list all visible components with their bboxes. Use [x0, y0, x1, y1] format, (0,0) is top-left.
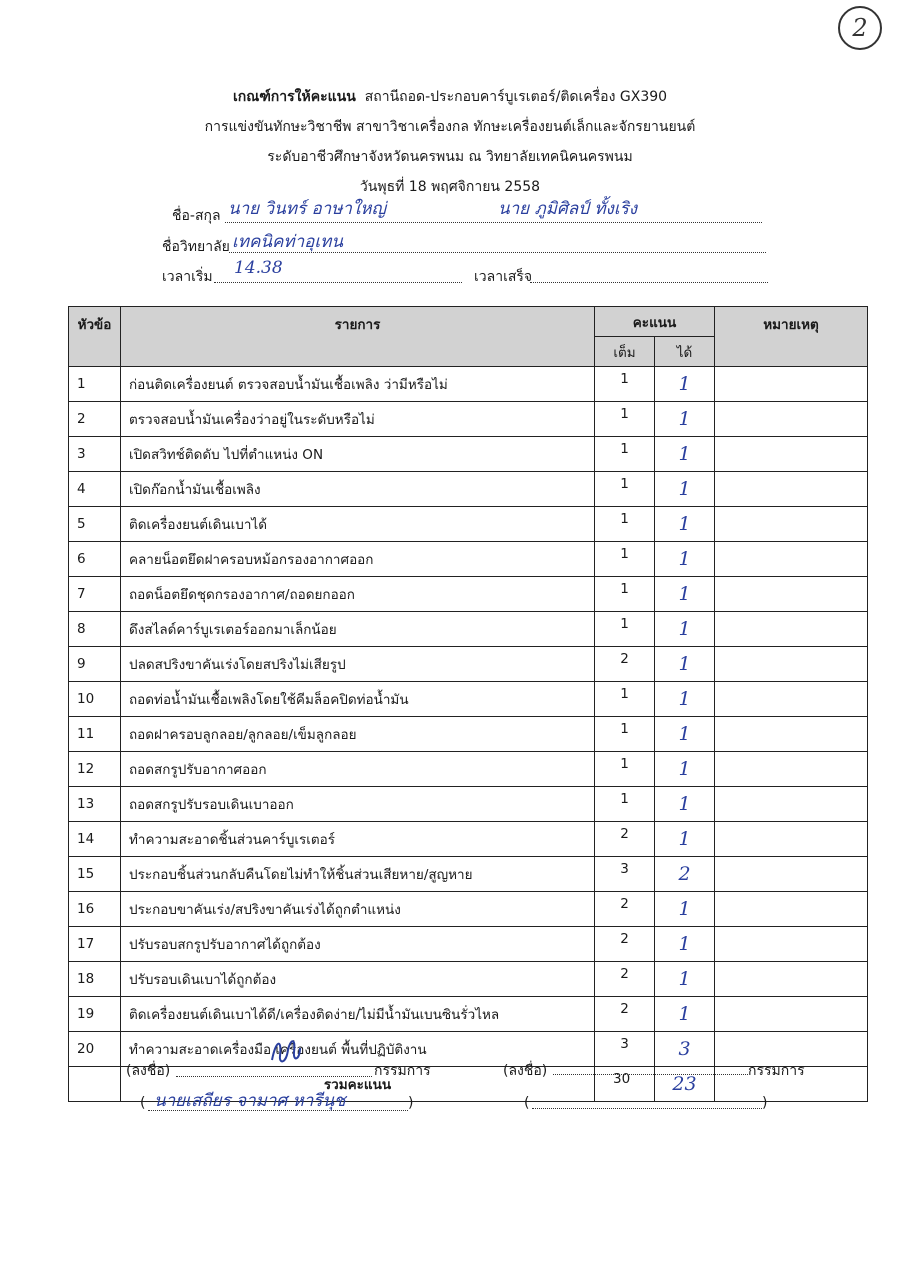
row-got-cell — [655, 752, 715, 787]
row-number: 2 — [69, 402, 121, 437]
total-full: 30 — [595, 1067, 655, 1102]
table-row — [69, 927, 868, 962]
right-sign-label: (ลงชื่อ) — [503, 1063, 548, 1079]
row-item: ดึงสไลด์คาร์บูเรเตอร์ออกมาเล็กน้อย — [121, 612, 595, 647]
page-number: 2 — [838, 6, 882, 50]
header-title-bold: เกณฑ์การให้คะแนน — [232, 89, 356, 105]
row-got-score: 1 — [678, 793, 691, 815]
row-got-score: 1 — [678, 478, 691, 500]
header-note: หมายเหตุ — [715, 307, 868, 367]
end-time-dotted-line — [530, 282, 768, 283]
row-item: ถอดสกรูปรับอากาศออก — [121, 752, 595, 787]
header-title-rest: สถานีถอด-ประกอบคาร์บูเรเตอร์/ติดเครื่อง GX390 — [364, 89, 668, 105]
row-got-score: 1 — [678, 723, 691, 745]
row-got-score: 1 — [678, 758, 691, 780]
row-got-cell — [655, 612, 715, 647]
row-note — [715, 472, 868, 507]
left-sign-label: (ลงชื่อ) — [126, 1063, 171, 1079]
right-role: กรรมการ — [748, 1063, 805, 1079]
row-item: คลายน็อตยึดฝาครอบหม้อกรองอากาศออก — [121, 542, 595, 577]
right-name-dotted-line — [532, 1108, 762, 1109]
row-got-cell — [655, 577, 715, 612]
name-value-2: นาย ภูมิศิลป์ ทั้งเริง — [498, 199, 638, 219]
row-note — [715, 367, 868, 402]
name-dotted-line — [225, 222, 762, 223]
name-label: ชื่อ-สกุล — [172, 208, 221, 224]
row-item: ประกอบขาคันเร่ง/สปริงขาคันเร่งได้ถูกตำแหน่ง — [121, 892, 595, 927]
table-row — [69, 542, 868, 577]
row-got-cell — [655, 892, 715, 927]
row-note — [715, 892, 868, 927]
row-got-score: 1 — [678, 618, 691, 640]
row-note — [715, 997, 868, 1032]
row-full-score: 3 — [595, 857, 655, 892]
left-open-paren: ( — [140, 1095, 146, 1111]
row-note — [715, 682, 868, 717]
row-got-cell — [655, 647, 715, 682]
header-score: คะแนน — [595, 307, 715, 337]
end-time-label: เวลาเสร็จ — [474, 269, 533, 285]
row-full-score: 2 — [595, 822, 655, 857]
row-got-cell — [655, 1032, 715, 1067]
row-number: 8 — [69, 612, 121, 647]
row-item: ปลดสปริงขาคันเร่งโดยสปริงไม่เสียรูป — [121, 647, 595, 682]
row-got-cell — [655, 402, 715, 437]
row-full-score: 1 — [595, 437, 655, 472]
row-number: 10 — [69, 682, 121, 717]
college-label: ชื่อวิทยาลัย — [162, 239, 230, 255]
row-note — [715, 402, 868, 437]
row-full-score: 2 — [595, 962, 655, 997]
header-no: หัวข้อ — [69, 307, 121, 367]
left-signature-image — [266, 1030, 306, 1079]
row-note — [715, 717, 868, 752]
row-got-cell — [655, 962, 715, 997]
row-full-score: 1 — [595, 577, 655, 612]
row-item: ปรับรอบเดินเบาได้ถูกต้อง — [121, 962, 595, 997]
row-got-score: 3 — [678, 1038, 691, 1060]
row-got-score: 1 — [678, 933, 691, 955]
row-item: ถอดสกรูปรับรอบเดินเบาออก — [121, 787, 595, 822]
right-close-paren: ) — [762, 1095, 768, 1111]
table-row — [69, 892, 868, 927]
row-number: 17 — [69, 927, 121, 962]
row-number: 15 — [69, 857, 121, 892]
row-number: 9 — [69, 647, 121, 682]
score-table — [68, 306, 868, 1102]
row-item: ถอดฝาครอบลูกลอย/ลูกลอย/เข็มลูกลอย — [121, 717, 595, 752]
row-note — [715, 857, 868, 892]
row-number: 16 — [69, 892, 121, 927]
row-got-cell — [655, 437, 715, 472]
table-row — [69, 997, 868, 1032]
row-got-cell — [655, 682, 715, 717]
row-full-score: 1 — [595, 752, 655, 787]
row-got-cell — [655, 997, 715, 1032]
row-full-score: 1 — [595, 472, 655, 507]
table-row — [69, 437, 868, 472]
total-label: รวมคะแนน — [121, 1067, 595, 1102]
row-got-score: 1 — [678, 513, 691, 535]
row-number: 7 — [69, 577, 121, 612]
row-full-score: 3 — [595, 1032, 655, 1067]
table-row — [69, 402, 868, 437]
left-printed-name: นายเสถียร จามาศ หารีนุช — [154, 1091, 346, 1111]
row-item: ประกอบชิ้นส่วนกลับคืนโดยไม่ทำให้ชิ้นส่วนเสียหาย/สูญหาย — [121, 857, 595, 892]
row-note — [715, 647, 868, 682]
row-got-score: 1 — [678, 653, 691, 675]
row-note — [715, 437, 868, 472]
header-item: รายการ — [121, 307, 595, 367]
row-item: ติดเครื่องยนต์เดินเบาได้ดี/เครื่องติดง่าย/ไม่มีน้ำมันเบนซินรั่วไหล — [121, 997, 595, 1032]
row-note — [715, 612, 868, 647]
row-full-score: 1 — [595, 787, 655, 822]
row-full-score: 2 — [595, 647, 655, 682]
row-got-score: 2 — [678, 863, 691, 885]
row-got-cell — [655, 717, 715, 752]
row-full-score: 1 — [595, 402, 655, 437]
row-got-score: 1 — [678, 443, 691, 465]
header-line-3: ระดับอาชีวศึกษาจังหวัดนครพนม ณ วิทยาลัยเทคนิคนครพนม — [267, 149, 633, 165]
row-full-score: 1 — [595, 367, 655, 402]
name-value-1: นาย วินทร์ อาษาใหญ่ — [228, 199, 386, 219]
row-number: 6 — [69, 542, 121, 577]
row-got-score: 1 — [678, 373, 691, 395]
row-full-score: 2 — [595, 997, 655, 1032]
signature-scribble — [266, 1030, 306, 1072]
total-got-cell — [655, 1067, 715, 1102]
row-item: ทำความสะอาดชิ้นส่วนคาร์บูเรเตอร์ — [121, 822, 595, 857]
start-time-value: 14.38 — [234, 258, 283, 278]
row-note — [715, 577, 868, 612]
row-item: ถอดท่อน้ำมันเชื้อเพลิงโดยใช้คีมล็อคปิดท่อน้ำมัน — [121, 682, 595, 717]
row-note — [715, 542, 868, 577]
row-note — [715, 962, 868, 997]
row-item: ถอดน็อตยึดชุดกรองอากาศ/ถอดยกออก — [121, 577, 595, 612]
total-got: 23 — [672, 1073, 697, 1095]
table-row — [69, 682, 868, 717]
table-row — [69, 367, 868, 402]
row-number: 11 — [69, 717, 121, 752]
row-got-cell — [655, 787, 715, 822]
row-item: ทำความสะอาดเครื่องมือ เครื่องยนต์ พื้นที่ปฏิบัติงาน — [121, 1032, 595, 1067]
header-line-2: การแข่งขันทักษะวิชาชีพ สาขาวิชาเครื่องกล ทักษะเครื่องยนต์เล็กและจักรยานยนต์ — [204, 119, 696, 135]
row-number: 20 — [69, 1032, 121, 1067]
college-value: เทคนิคท่าอุเทน — [232, 232, 343, 252]
row-note — [715, 507, 868, 542]
right-sign-dotted-line — [553, 1074, 748, 1075]
table-row — [69, 962, 868, 997]
right-open-paren: ( — [524, 1095, 530, 1111]
row-got-score: 1 — [678, 548, 691, 570]
row-got-cell — [655, 542, 715, 577]
row-got-cell — [655, 927, 715, 962]
row-note — [715, 927, 868, 962]
row-number: 3 — [69, 437, 121, 472]
row-got-score: 1 — [678, 688, 691, 710]
row-got-score: 1 — [678, 898, 691, 920]
row-full-score: 1 — [595, 717, 655, 752]
row-item: เปิดสวิทช์ติดดับ ไปที่ตำแหน่ง ON — [121, 437, 595, 472]
row-got-score: 1 — [678, 408, 691, 430]
header-date: วันพุธที่ 18 พฤศจิกายน 2558 — [359, 179, 541, 195]
row-got-score: 1 — [678, 1003, 691, 1025]
row-number: 14 — [69, 822, 121, 857]
row-note — [715, 787, 868, 822]
row-item: ตรวจสอบน้ำมันเครื่องว่าอยู่ในระดับหรือไม่ — [121, 402, 595, 437]
left-role: กรรมการ — [374, 1063, 431, 1079]
row-got-cell — [655, 367, 715, 402]
table-row — [69, 507, 868, 542]
start-time-label: เวลาเริ่ม — [162, 269, 213, 285]
row-item: ปรับรอบสกรูปรับอากาศได้ถูกต้อง — [121, 927, 595, 962]
row-number: 19 — [69, 997, 121, 1032]
row-full-score: 1 — [595, 542, 655, 577]
row-got-cell — [655, 507, 715, 542]
start-time-dotted-line — [214, 282, 462, 283]
row-number: 13 — [69, 787, 121, 822]
row-got-score: 1 — [678, 968, 691, 990]
header-title-line — [0, 86, 900, 108]
table-row — [69, 787, 868, 822]
row-number: 1 — [69, 367, 121, 402]
table-row — [69, 577, 868, 612]
row-full-score: 2 — [595, 927, 655, 962]
row-number: 18 — [69, 962, 121, 997]
row-item: ติดเครื่องยนต์เดินเบาได้ — [121, 507, 595, 542]
row-full-score: 2 — [595, 892, 655, 927]
row-full-score: 1 — [595, 507, 655, 542]
table-row — [69, 647, 868, 682]
row-full-score: 1 — [595, 682, 655, 717]
row-got-cell — [655, 822, 715, 857]
row-number: 4 — [69, 472, 121, 507]
row-number: 5 — [69, 507, 121, 542]
row-got-score: 1 — [678, 583, 691, 605]
header-full: เต็ม — [595, 337, 655, 367]
row-item: เปิดก๊อกน้ำมันเชื้อเพลิง — [121, 472, 595, 507]
table-row — [69, 717, 868, 752]
row-got-score: 1 — [678, 828, 691, 850]
table-row — [69, 822, 868, 857]
row-got-cell — [655, 857, 715, 892]
row-got-cell — [655, 472, 715, 507]
table-row — [69, 752, 868, 787]
row-full-score: 1 — [595, 612, 655, 647]
row-number: 12 — [69, 752, 121, 787]
row-item: ก่อนติดเครื่องยนต์ ตรวจสอบน้ำมันเชื้อเพลิง ว่ามีหรือไม่ — [121, 367, 595, 402]
table-row — [69, 472, 868, 507]
table-row — [69, 857, 868, 892]
row-note — [715, 822, 868, 857]
row-note — [715, 752, 868, 787]
table-row — [69, 612, 868, 647]
left-close-paren: ) — [408, 1095, 414, 1111]
header-got: ได้ — [655, 337, 715, 367]
total-blank-cell — [69, 1067, 121, 1102]
